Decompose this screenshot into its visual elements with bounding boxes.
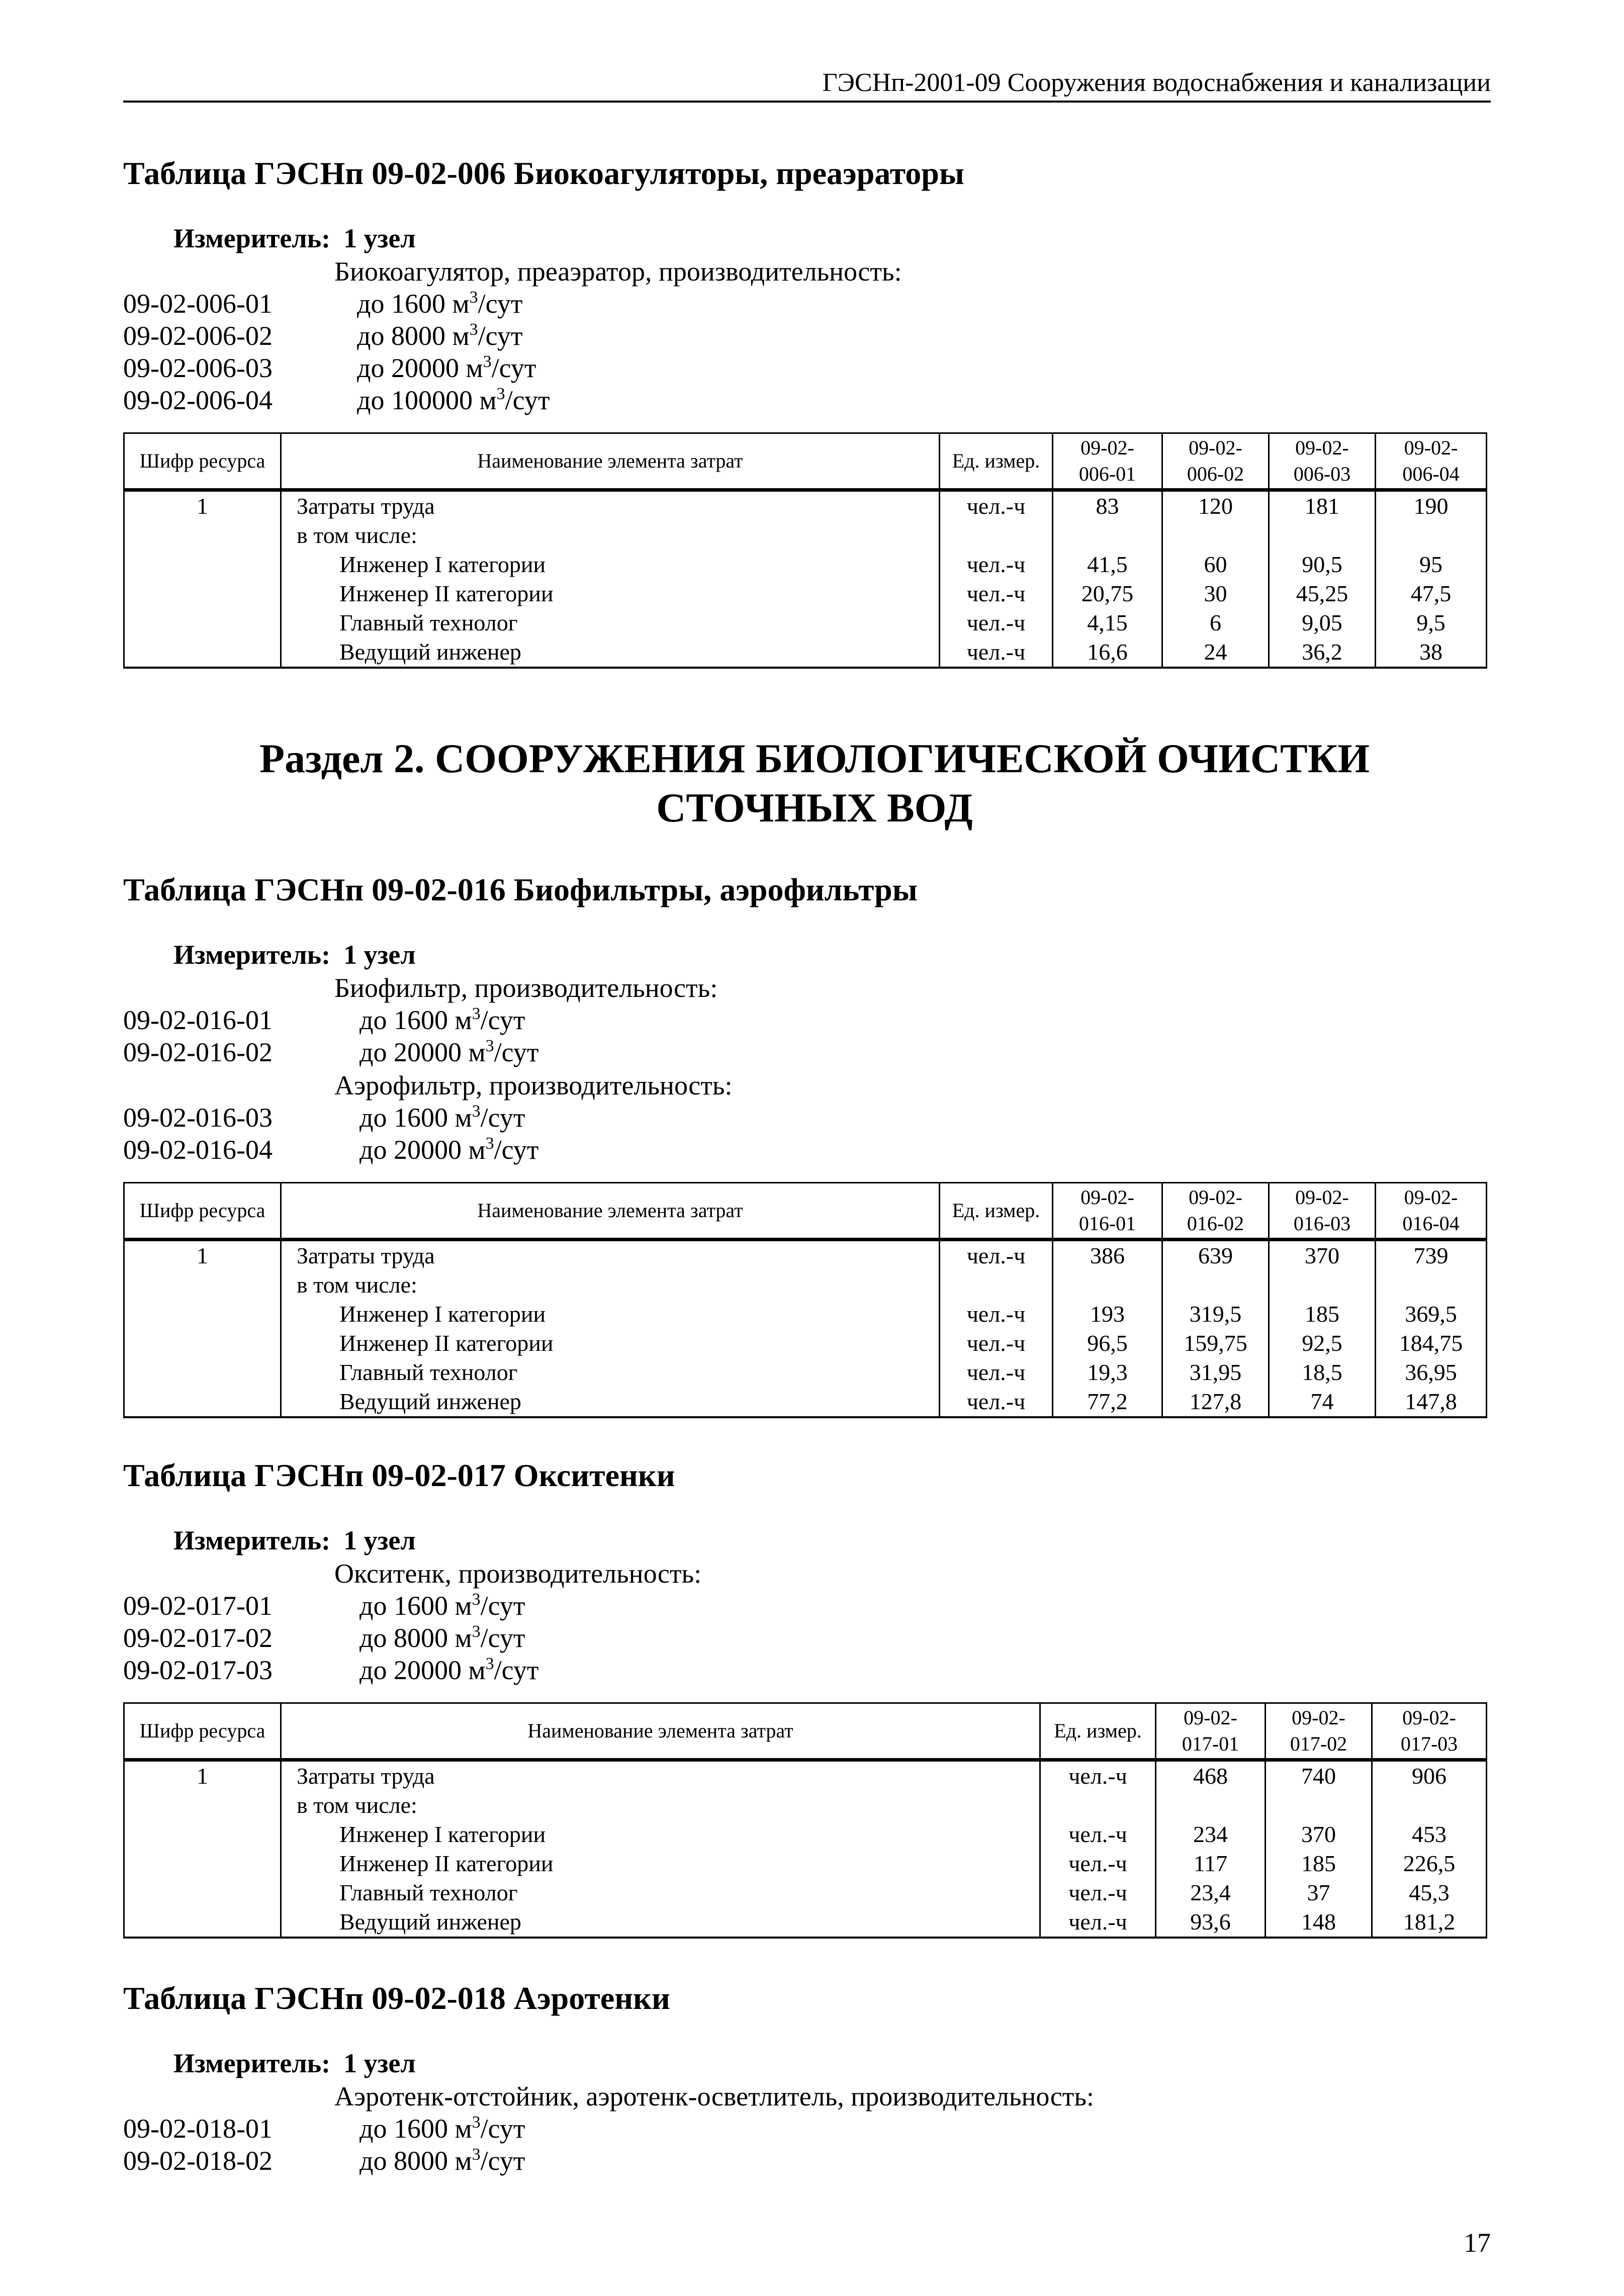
cell-unit: чел.-ч [940,1300,1053,1329]
col-code-top: 09-02- [1404,1186,1458,1209]
cell-name: Ведущий инженер [281,1907,1040,1938]
cell-unit: чел.-ч [940,1240,1053,1271]
cell-name: Затраты труда [281,1760,1040,1791]
table-block-006 [123,151,1491,669]
cell-value: 639 [1162,1240,1269,1271]
norm-item [123,384,1491,416]
col-code-bottom: 017-02 [1290,1732,1347,1755]
norm-capacity-unit: /сут [480,2146,525,2176]
col-code-top: 09-02- [1404,436,1458,459]
measure-value: 1 узел [343,940,416,970]
cell-value: 6 [1162,608,1269,637]
table-row [124,1329,1487,1358]
table-row [124,550,1487,579]
norm-capacity: до 1600 м [359,1103,472,1133]
cell-value [1372,1791,1487,1820]
cell-code [124,1358,281,1387]
table-row [124,1791,1487,1820]
cell-value [1053,521,1162,550]
header-norm-col [1162,1183,1269,1240]
cell-code: 1 [124,490,281,521]
table-row [124,490,1487,521]
norm-capacity: до 20000 м [357,353,483,383]
cell-unit: чел.-ч [940,1387,1053,1417]
norm-capacity-exp: 3 [472,1622,481,1641]
measure-label: Измеритель: [173,1525,331,1555]
table-header-row [124,1703,1487,1760]
table-title: Таблица ГЭСНп 09-02-018 Аэротенки [123,1980,670,2016]
cell-value: 83 [1053,490,1162,521]
cell-value [1053,1270,1162,1300]
norm-capacity: до 1600 м [359,1591,472,1621]
norm-code: 09-02-016-03 [123,1103,273,1133]
norm-capacity-exp: 3 [469,288,478,307]
cell-value [1266,1791,1372,1820]
cell-value: 319,5 [1162,1300,1269,1329]
cell-name: Главный технолог [281,608,940,637]
cell-value [1269,1270,1376,1300]
cell-value: 38 [1376,637,1487,668]
cell-value: 181,2 [1372,1907,1487,1938]
norm-code: 09-02-016-02 [123,1037,273,1067]
col-code-bottom: 006-01 [1078,463,1136,485]
cell-name: Инженер II категории [281,1849,1040,1878]
cell-value: 20,75 [1053,579,1162,608]
header-name: Наименование элемента затрат [281,1703,1040,1760]
cell-value [1156,1791,1266,1820]
cell-unit: чел.-ч [940,608,1053,637]
cell-value: 190 [1376,490,1487,521]
norm-item [123,1004,1491,1036]
table-row [124,1387,1487,1417]
norm-code: 09-02-006-01 [123,289,273,319]
cell-code: 1 [124,1760,281,1791]
cell-value: 185 [1269,1300,1376,1329]
cell-name: Ведущий инженер [281,637,940,668]
norm-code: 09-02-018-02 [123,2146,273,2176]
cell-code [124,608,281,637]
table-row [124,1760,1487,1791]
cell-value: 93,6 [1156,1907,1266,1938]
cell-value: 45,3 [1372,1878,1487,1907]
cell-value: 96,5 [1053,1329,1162,1358]
col-code-bottom: 016-01 [1078,1212,1136,1235]
norm-capacity: до 8000 м [357,321,470,351]
norm-item [123,1622,1491,1654]
group-description: Биокоагулятор, преаэратор, производительность: [334,256,902,287]
norm-capacity-unit: /сут [480,1005,525,1035]
cell-value: 234 [1156,1820,1266,1849]
norm-capacity-unit: /сут [505,385,550,415]
header-norm-col [1156,1703,1266,1760]
col-code-top: 09-02- [1295,1186,1349,1209]
cell-value: 185 [1266,1849,1372,1878]
norm-code: 09-02-006-03 [123,353,273,383]
header-unit: Ед. измер. [940,1183,1053,1240]
measure-label: Измеритель: [173,940,331,970]
cell-unit: чел.-ч [940,579,1053,608]
header-norm-col [1266,1703,1372,1760]
measure-line [123,222,1491,254]
col-code-top: 09-02- [1292,1706,1345,1729]
header-norm-col [1053,433,1162,490]
table-header-row [124,433,1487,490]
norm-item [123,352,1491,384]
cell-unit: чел.-ч [940,550,1053,579]
norm-capacity-unit: /сут [480,1623,525,1653]
col-code-bottom: 017-01 [1182,1732,1239,1755]
cell-value: 47,5 [1376,579,1487,608]
norm-item [123,288,1491,320]
cell-code [124,1387,281,1417]
norm-item [123,1590,1491,1622]
cell-value: 226,5 [1372,1849,1487,1878]
table-row [124,579,1487,608]
header-norm-col [1053,1183,1162,1240]
header-resource: Шифр ресурса [124,1183,281,1240]
cell-code [124,1791,281,1820]
norm-capacity-exp: 3 [496,385,505,403]
header-norm-col [1269,1183,1376,1240]
header-resource: Шифр ресурса [124,1703,281,1760]
col-code-bottom: 016-04 [1402,1212,1460,1235]
col-code-top: 09-02- [1080,436,1134,459]
cell-value: 370 [1269,1240,1376,1271]
table-row [124,608,1487,637]
norm-capacity-exp: 3 [485,1134,494,1153]
cell-value: 45,25 [1269,579,1376,608]
cell-value: 370 [1266,1820,1372,1849]
table-block-017 [123,1453,1491,1939]
cell-name: Главный технолог [281,1878,1040,1907]
cell-unit [940,1270,1053,1300]
col-code-top: 09-02- [1080,1186,1134,1209]
header-norm-col [1376,1183,1487,1240]
norm-capacity-unit: /сут [480,2114,525,2144]
cell-value: 16,6 [1053,637,1162,668]
running-head: ГЭСНп-2001-09 Сооружения водоснабжения и канализации [123,65,1491,103]
measure-line [123,2047,1491,2079]
norms-table [123,1702,1487,1939]
cell-code [124,1300,281,1329]
norm-code: 09-02-016-01 [123,1005,273,1035]
cell-value: 18,5 [1269,1358,1376,1387]
norm-code: 09-02-017-03 [123,1655,273,1685]
page-number: 17 [1464,2228,1491,2258]
measure-value: 1 узел [343,223,416,253]
norm-capacity-exp: 3 [483,352,492,371]
cell-code [124,1270,281,1300]
group-description: Аэрофильтр, производительность: [334,1070,733,1100]
table-row [124,1270,1487,1300]
norm-code: 09-02-006-02 [123,321,273,351]
norm-capacity: до 100000 м [357,385,497,415]
cell-unit: чел.-ч [940,1329,1053,1358]
cell-unit [1040,1791,1156,1820]
cell-value: 120 [1162,490,1269,521]
cell-value [1162,521,1269,550]
cell-code [124,579,281,608]
cell-value: 36,2 [1269,637,1376,668]
norm-code: 09-02-006-04 [123,385,273,415]
norm-capacity-unit: /сут [478,321,523,351]
cell-code: 1 [124,1240,281,1271]
norm-capacity-unit: /сут [480,1103,525,1133]
table-title: Таблица ГЭСНп 09-02-017 Окситенки [123,1457,675,1493]
cell-value: 23,4 [1156,1878,1266,1907]
section-block [151,734,1478,833]
cell-unit: чел.-ч [1040,1760,1156,1791]
measure-label: Измеритель: [173,223,331,253]
cell-unit: чел.-ч [1040,1907,1156,1938]
norm-code: 09-02-017-02 [123,1623,273,1653]
table-title: Таблица ГЭСНп 09-02-006 Биокоагуляторы, преаэраторы [123,155,964,191]
cell-unit: чел.-ч [940,1358,1053,1387]
table-row [124,1820,1487,1849]
norm-capacity: до 1600 м [359,2114,472,2144]
cell-code [124,1878,281,1907]
norm-capacity: до 1600 м [359,1005,472,1035]
header-resource: Шифр ресурса [124,433,281,490]
measure-line [123,939,1491,971]
norms-table [123,1182,1487,1418]
cell-value: 92,5 [1269,1329,1376,1358]
group-description: Аэротенк-отстойник, аэротенк-осветлитель, производительность: [334,2081,1094,2111]
cell-value: 117 [1156,1849,1266,1878]
measure-label: Измеритель: [173,2048,331,2078]
cell-value: 468 [1156,1760,1266,1791]
cell-name: Затраты труда [281,490,940,521]
col-code-bottom: 006-02 [1187,463,1244,485]
cell-value: 31,95 [1162,1358,1269,1387]
table-row [124,1907,1487,1938]
cell-value: 193 [1053,1300,1162,1329]
cell-value: 9,05 [1269,608,1376,637]
cell-code [124,1329,281,1358]
norm-capacity: до 8000 м [359,1623,472,1653]
cell-value [1376,1270,1487,1300]
cell-value: 369,5 [1376,1300,1487,1329]
cell-name: в том числе: [281,1270,940,1300]
measure-value: 1 узел [343,1525,416,1555]
cell-value: 36,95 [1376,1358,1487,1387]
cell-name: в том числе: [281,521,940,550]
norm-capacity: до 20000 м [359,1037,486,1067]
cell-value: 4,15 [1053,608,1162,637]
cell-value [1376,521,1487,550]
norm-capacity-unit: /сут [480,1591,525,1621]
cell-value: 74 [1269,1387,1376,1417]
cell-value: 41,5 [1053,550,1162,579]
cell-unit: чел.-ч [940,490,1053,521]
cell-value: 24 [1162,637,1269,668]
cell-code [124,637,281,668]
norm-item [123,1036,1491,1068]
cell-name: Затраты труда [281,1240,940,1271]
group-description: Окситенк, производительность: [334,1558,702,1589]
table-block-018 [123,1976,1491,2177]
header-norm-col [1376,433,1487,490]
measure-line [123,1524,1491,1556]
header-name: Наименование элемента затрат [281,1183,940,1240]
cell-value: 453 [1372,1820,1487,1849]
measure-value: 1 узел [343,2048,416,2078]
header-unit: Ед. измер. [1040,1703,1156,1760]
norm-capacity-unit: /сут [478,289,523,319]
cell-name: Инженер II категории [281,579,940,608]
cell-value: 386 [1053,1240,1162,1271]
table-row [124,1849,1487,1878]
norm-capacity-exp: 3 [485,1037,494,1055]
norms-table [123,432,1487,669]
norm-capacity: до 8000 м [359,2146,472,2176]
norm-capacity-exp: 3 [472,1004,481,1023]
cell-value: 60 [1162,550,1269,579]
cell-code [124,1820,281,1849]
table-row [124,637,1487,668]
cell-code [124,1907,281,1938]
norm-capacity-exp: 3 [469,320,478,339]
norm-item [123,1134,1491,1166]
cell-value: 147,8 [1376,1387,1487,1417]
cell-name: Инженер II категории [281,1329,940,1358]
col-code-bottom: 017-03 [1400,1732,1458,1755]
table-row [124,1358,1487,1387]
cell-unit: чел.-ч [1040,1878,1156,1907]
cell-value: 127,8 [1162,1387,1269,1417]
cell-value: 90,5 [1269,550,1376,579]
cell-value: 184,75 [1376,1329,1487,1358]
norm-capacity-exp: 3 [485,1655,494,1673]
col-code-top: 09-02- [1295,436,1349,459]
group-description: Биофильтр, производительность: [334,973,718,1003]
col-code-bottom: 006-04 [1402,463,1460,485]
header-norm-col [1162,433,1269,490]
cell-code [124,550,281,579]
cell-value: 148 [1266,1907,1372,1938]
cell-name: Инженер I категории [281,550,940,579]
header-norm-col [1372,1703,1487,1760]
col-code-bottom: 016-02 [1187,1212,1244,1235]
norm-capacity-unit: /сут [494,1655,539,1685]
norm-item [123,2113,1491,2145]
table-title: Таблица ГЭСНп 09-02-016 Биофильтры, аэрофильтры [123,872,918,907]
norm-code: 09-02-018-01 [123,2114,273,2144]
norm-capacity-exp: 3 [472,1590,481,1609]
norm-capacity-exp: 3 [472,2113,481,2132]
cell-value: 19,3 [1053,1358,1162,1387]
cell-name: Главный технолог [281,1358,940,1387]
table-row [124,1300,1487,1329]
cell-value [1162,1270,1269,1300]
norm-capacity: до 1600 м [357,289,470,319]
cell-unit: чел.-ч [1040,1820,1156,1849]
norm-item [123,1101,1491,1134]
cell-value: 30 [1162,579,1269,608]
cell-name: Инженер I категории [281,1300,940,1329]
cell-unit: чел.-ч [940,637,1053,668]
header-unit: Ед. измер. [940,433,1053,490]
cell-value: 740 [1266,1760,1372,1791]
norm-item [123,1654,1491,1686]
norm-capacity-exp: 3 [472,1102,481,1121]
section-title: Раздел 2. СООРУЖЕНИЯ БИОЛОГИЧЕСКОЙ ОЧИСТКИ СТОЧНЫХ ВОД [259,736,1370,831]
cell-value: 95 [1376,550,1487,579]
cell-value: 77,2 [1053,1387,1162,1417]
col-code-top: 09-02- [1402,1706,1456,1729]
cell-value: 37 [1266,1878,1372,1907]
cell-value: 181 [1269,490,1376,521]
col-code-bottom: 006-03 [1293,463,1351,485]
norm-item [123,2145,1491,2177]
cell-code [124,1849,281,1878]
col-code-top: 09-02- [1189,436,1242,459]
header-name: Наименование элемента затрат [281,433,940,490]
cell-value: 9,5 [1376,608,1487,637]
cell-value [1269,521,1376,550]
cell-value: 159,75 [1162,1329,1269,1358]
header-norm-col [1269,433,1376,490]
col-code-top: 09-02- [1184,1706,1237,1729]
norm-code: 09-02-016-04 [123,1135,273,1165]
cell-unit [940,521,1053,550]
table-row [124,1878,1487,1907]
norm-capacity-unit: /сут [494,1037,539,1067]
norm-capacity-unit: /сут [494,1135,539,1165]
col-code-top: 09-02- [1189,1186,1242,1209]
norm-capacity: до 20000 м [359,1135,486,1165]
col-code-bottom: 016-03 [1293,1212,1351,1235]
cell-value: 906 [1372,1760,1487,1791]
cell-unit: чел.-ч [1040,1849,1156,1878]
cell-value: 739 [1376,1240,1487,1271]
norm-item [123,320,1491,352]
norm-capacity-unit: /сут [491,353,536,383]
table-header-row [124,1183,1487,1240]
cell-name: Ведущий инженер [281,1387,940,1417]
table-row [124,1240,1487,1271]
table-block-016 [123,867,1491,1418]
norm-capacity-exp: 3 [472,2145,481,2164]
norm-code: 09-02-017-01 [123,1591,273,1621]
norm-capacity: до 20000 м [359,1655,486,1685]
cell-name: в том числе: [281,1791,1040,1820]
cell-code [124,521,281,550]
table-row [124,521,1487,550]
cell-name: Инженер I категории [281,1820,1040,1849]
